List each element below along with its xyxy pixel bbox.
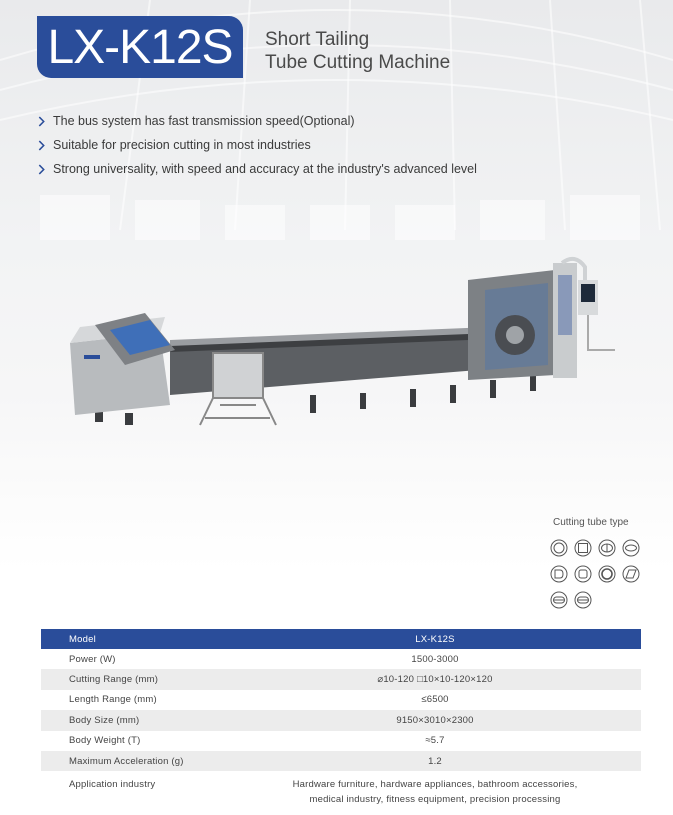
subtitle-line-1: Short Tailing <box>265 29 370 50</box>
spec-value: ≤6500 <box>421 694 449 706</box>
spec-key: Body Weight (T) <box>69 735 141 747</box>
parallelogram-tube-icon <box>622 565 640 583</box>
feature-list <box>36 109 477 181</box>
flat-oval-tube-icon <box>574 591 592 609</box>
spec-key: Length Range (mm) <box>69 694 157 706</box>
spec-value <box>269 771 641 813</box>
chevron-right-icon <box>36 140 47 151</box>
spec-value: 1500-3000 <box>411 653 459 665</box>
table-row <box>41 649 641 669</box>
table-row <box>41 771 641 813</box>
spec-table <box>41 629 641 813</box>
chevron-right-icon <box>36 164 47 175</box>
table-row <box>41 690 641 710</box>
machine-subtitle <box>265 28 450 74</box>
model-title-box <box>37 16 243 78</box>
feature-text: Suitable for precision cutting in most industries <box>53 138 311 152</box>
spec-value: ⌀10-120 □10×10-120×120 <box>269 669 641 689</box>
chevron-right-icon <box>36 116 47 127</box>
square-tube-icon <box>574 539 592 557</box>
application-line-2: medical industry, fitness equipment, precision processing <box>309 794 561 806</box>
elliptical-tube-icon <box>622 539 640 557</box>
feature-item <box>36 133 477 157</box>
feature-item <box>36 157 477 181</box>
spec-value: ≈5.7 <box>425 735 445 747</box>
round-tube-icon <box>550 539 568 557</box>
d-shape-tube-icon <box>550 565 568 583</box>
spec-value: LX-K12S <box>269 629 641 649</box>
table-row <box>41 751 641 771</box>
spec-key: Cutting Range (mm) <box>41 669 269 689</box>
machine-image <box>70 255 615 435</box>
application-line-1: Hardware furniture, hardware appliances, bathroom accessories, <box>292 779 578 791</box>
tube-type-title: Cutting tube type <box>553 517 629 528</box>
flat-oval-tube-icon <box>550 591 568 609</box>
feature-text: Strong universality, with speed and accuracy at the industry's advanced level <box>53 162 477 176</box>
subtitle-line-2: Tube Cutting Machine <box>265 52 451 73</box>
spec-key: Application industry <box>69 779 156 791</box>
spec-header-row <box>41 629 641 649</box>
spec-key: Power (W) <box>69 653 116 665</box>
waist-round-tube-icon <box>598 565 616 583</box>
oval-split-tube-icon <box>598 539 616 557</box>
rounded-square-tube-icon <box>574 565 592 583</box>
spec-key: Model <box>41 629 269 649</box>
feature-item <box>36 109 477 133</box>
spec-key: Body Size (mm) <box>41 710 269 730</box>
table-row <box>41 710 641 730</box>
feature-text: The bus system has fast transmission speed(Optional) <box>53 114 355 128</box>
spec-key: Maximum Acceleration (g) <box>41 751 269 771</box>
spec-value: 1.2 <box>269 751 641 771</box>
spec-value: 9150×3010×2300 <box>269 710 641 730</box>
model-title: LX-K12S <box>47 20 233 74</box>
table-row <box>41 669 641 689</box>
table-row <box>41 731 641 751</box>
